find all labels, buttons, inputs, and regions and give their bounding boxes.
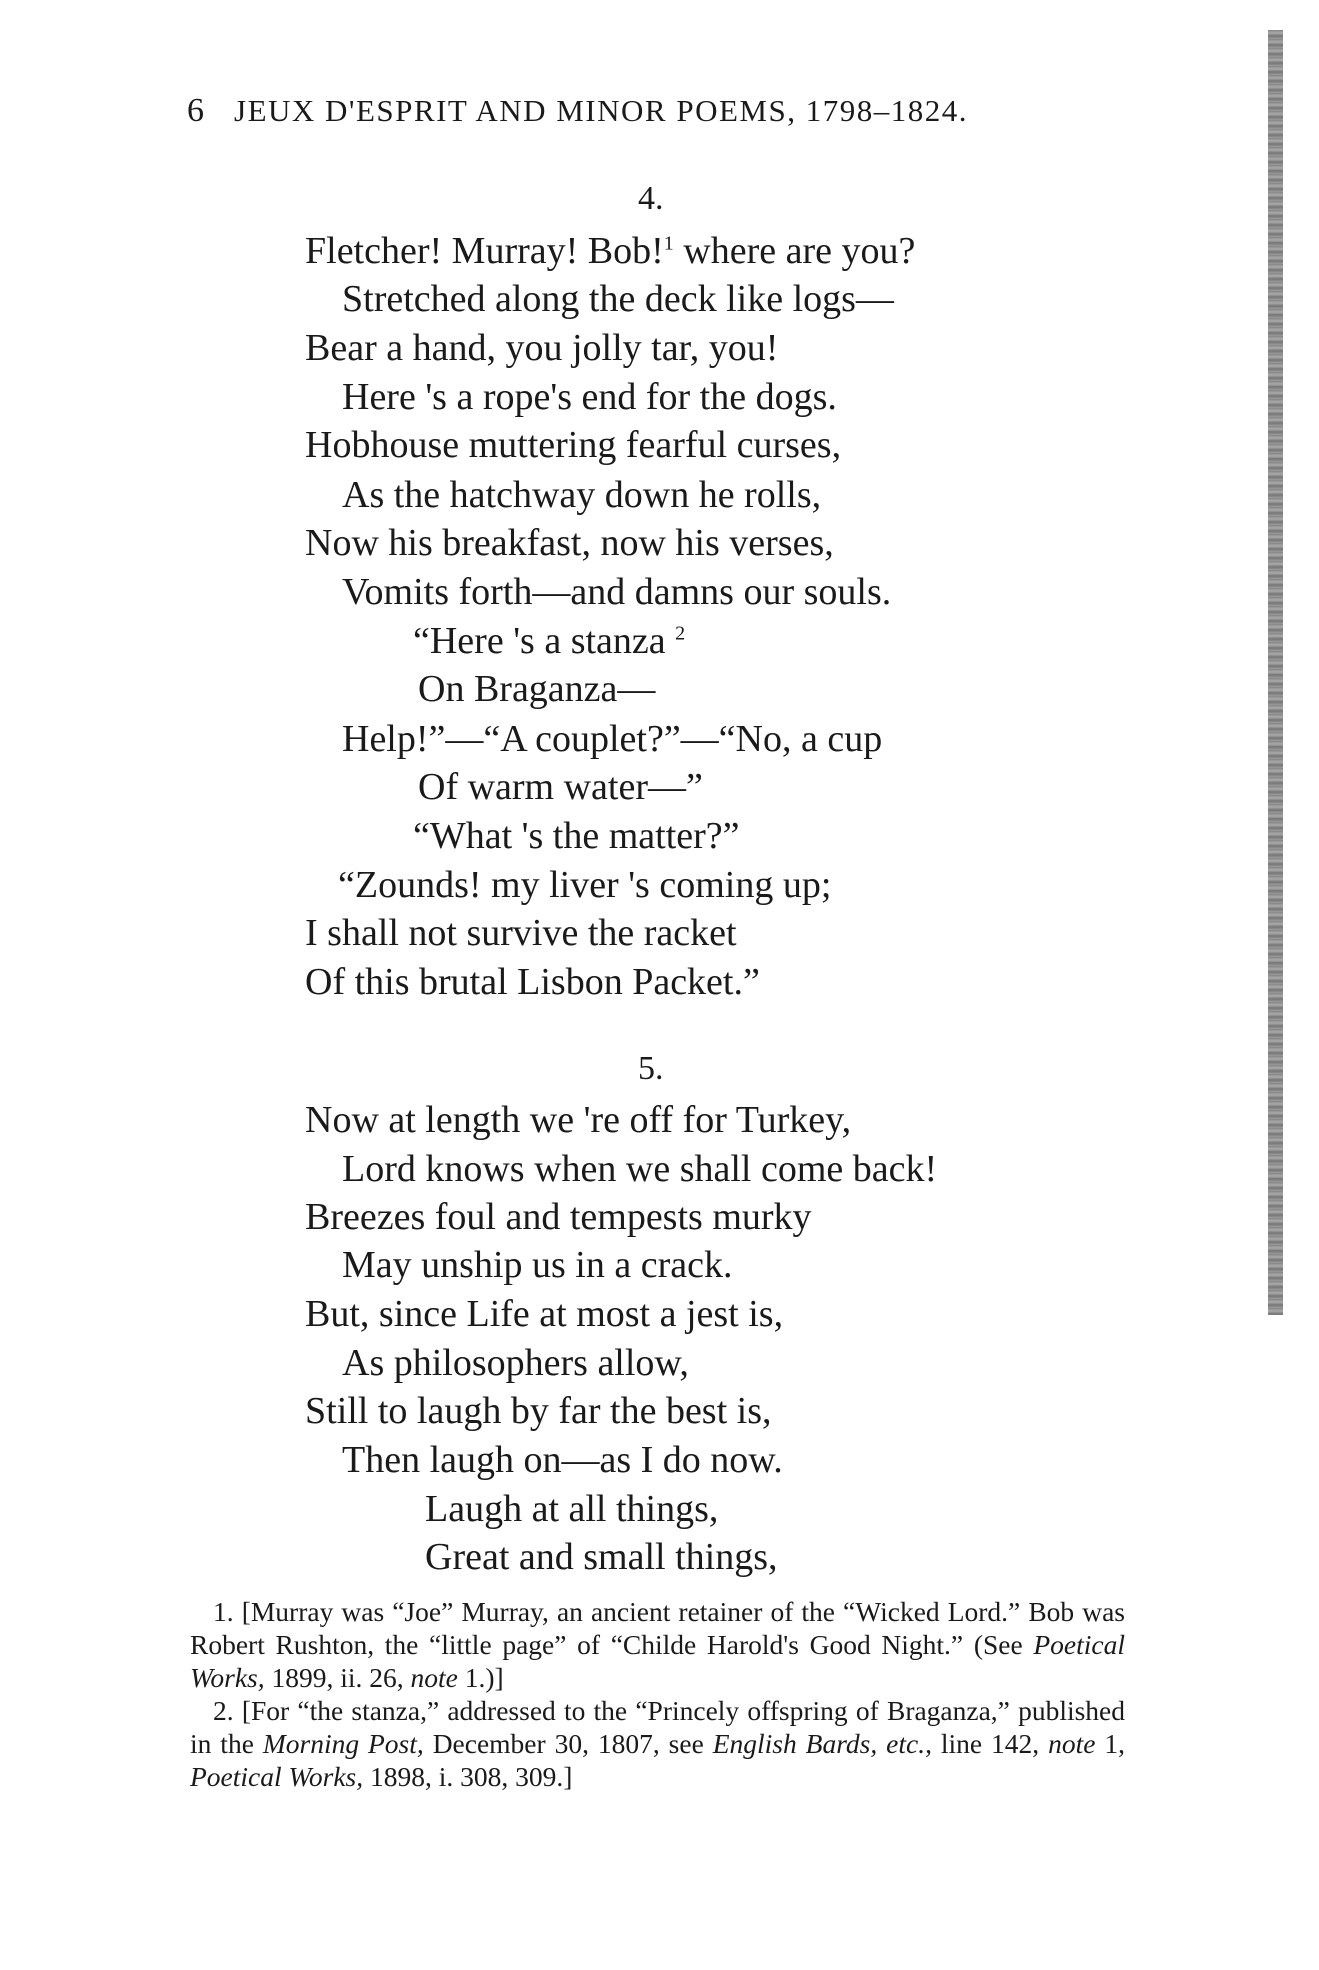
verse-line: Breezes foul and tempests murky bbox=[305, 1196, 812, 1238]
verse-line: I shall not survive the racket bbox=[305, 912, 737, 954]
verse-line: Of warm water—” bbox=[418, 766, 703, 808]
footnote-2: 2. [For “the stanza,” addressed to the “Princely offspring of Braganza,” published in the Morning Post, December 30, 1807, see English Bards, etc., line 142, note 1, Poetical Works, 1898, i. 308, 309.] bbox=[190, 1695, 1126, 1792]
verse-line: Then laugh on—as I do now. bbox=[342, 1439, 783, 1481]
stanza-number: 5. bbox=[638, 1050, 664, 1087]
page-number: 6 bbox=[187, 92, 204, 129]
stanza-number: 4. bbox=[638, 180, 664, 217]
verse-line: “Zounds! my liver 's coming up; bbox=[338, 864, 832, 906]
verse-line: Fletcher! Murray! Bob!$^1$ where are you? bbox=[305, 230, 916, 272]
verse-line: Help!”—“A couplet?”—“No, a cup bbox=[342, 718, 883, 760]
verse-line: Great and small things, bbox=[425, 1536, 778, 1578]
page-edge-shadow bbox=[1268, 30, 1283, 1315]
verse-line: Lord knows when we shall come back! bbox=[342, 1148, 938, 1190]
verse-line: As the hatchway down he rolls, bbox=[342, 474, 822, 516]
verse-line: Vomits forth—and damns our souls. bbox=[342, 571, 892, 613]
verse-line: Stretched along the deck like logs— bbox=[342, 278, 894, 320]
verse-line: But, since Life at most a jest is, bbox=[305, 1293, 784, 1335]
running-title: JEUX D'ESPRIT AND MINOR POEMS, 1798–1824. bbox=[234, 93, 968, 128]
verse-line: On Braganza— bbox=[418, 668, 656, 710]
verse-line: As philosophers allow, bbox=[342, 1342, 689, 1384]
verse-line: May unship us in a crack. bbox=[342, 1244, 733, 1286]
verse-line: “What 's the matter?” bbox=[413, 815, 740, 857]
footnotes bbox=[190, 1595, 1125, 1793]
verse-line: Hobhouse muttering fearful curses, bbox=[305, 424, 842, 466]
footnote-ref: 2 bbox=[675, 622, 686, 645]
verse-line: “Here 's a stanza $^2$ bbox=[413, 620, 686, 662]
verse-line: Now at length we 're off for Turkey, bbox=[305, 1099, 852, 1141]
running-header bbox=[187, 92, 968, 130]
verse-line: Laugh at all things, bbox=[425, 1488, 719, 1530]
footnote-ref: 1 bbox=[663, 232, 674, 255]
verse-line: Here 's a rope's end for the dogs. bbox=[342, 376, 837, 418]
verse-line: Now his breakfast, now his verses, bbox=[305, 522, 834, 564]
footnote-1: 1. [Murray was “Joe” Murray, an ancient retainer of the “Wicked Lord.” Bob was Robert Rushton, the “little page” of “Childe Harold's Good Night.” (See Poetical Works, 1899, ii. 26, note 1.)] bbox=[190, 1596, 1126, 1693]
verse-line: Of this brutal Lisbon Packet.” bbox=[305, 961, 760, 1003]
verse-line: Bear a hand, you jolly tar, you! bbox=[305, 327, 779, 369]
verse-line: Still to laugh by far the best is, bbox=[305, 1390, 772, 1432]
